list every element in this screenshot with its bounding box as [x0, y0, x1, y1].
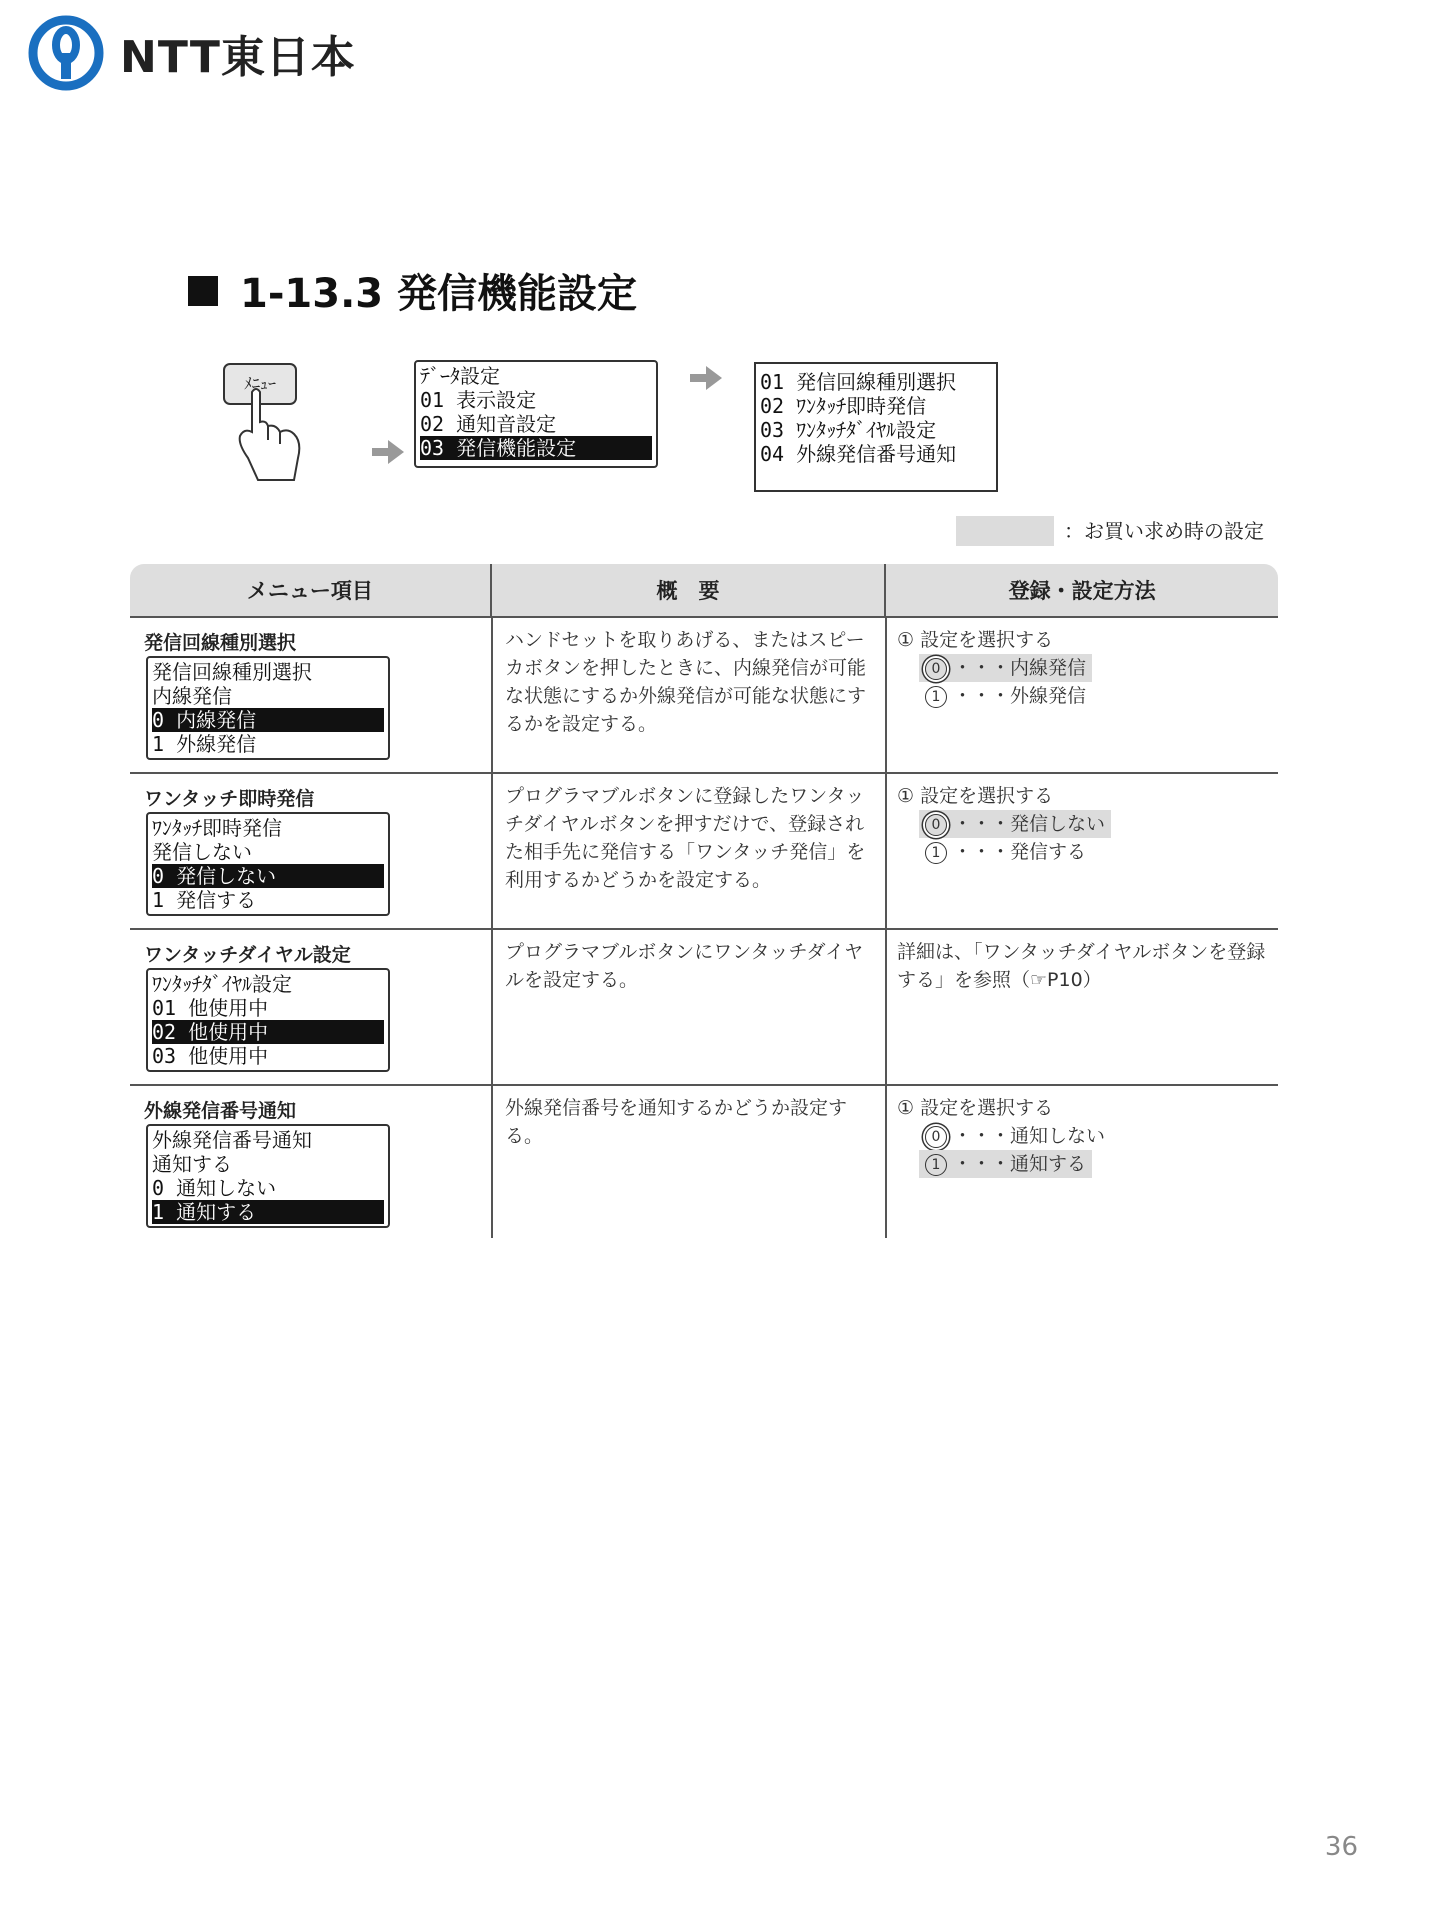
option-text: ・・・通知する — [953, 1153, 1087, 1175]
option-default — [919, 1150, 1092, 1178]
row-item-title: ワンタッチ即時発信 — [144, 788, 315, 810]
lcd-line: ﾜﾝﾀｯﾁ即時発信 — [152, 816, 282, 840]
ntt-logo-mark-icon — [26, 13, 106, 93]
settings-table — [130, 564, 1278, 1238]
lcd-line-selected: 1 通知する — [152, 1200, 384, 1224]
lcd-line-selected: 0 内線発信 — [152, 708, 384, 732]
menu-key-illustration — [222, 362, 314, 490]
row-lcd — [146, 656, 390, 760]
lcd-line: 1 発信する — [152, 888, 257, 912]
option-text: ・・・外線発信 — [953, 685, 1087, 707]
option-default — [919, 810, 1111, 838]
option — [919, 682, 1092, 710]
table-row — [130, 618, 1278, 774]
row-method — [887, 774, 1278, 866]
option — [919, 838, 1092, 866]
flow-arrow-icon — [690, 366, 722, 390]
lcd-line-selected: 02 他使用中 — [152, 1020, 384, 1044]
option-text: ・・・発信する — [953, 841, 1087, 863]
lcd-line: 04 外線発信番号通知 — [760, 442, 957, 466]
section-title-text: 1-13.3 発信機能設定 — [240, 271, 638, 317]
option-default — [919, 654, 1092, 682]
lcd-line: 発信しない — [152, 840, 252, 864]
option-text: ・・・内線発信 — [953, 657, 1087, 679]
key-1-icon: 1 — [925, 842, 947, 864]
lcd-line: 02 ﾜﾝﾀｯﾁ即時発信 — [760, 394, 927, 418]
lcd-line: 03 他使用中 — [152, 1044, 269, 1068]
lcd-line: 外線発信番号通知 — [152, 1128, 312, 1152]
lcd-outgoing-functions — [754, 362, 998, 492]
flow-arrow-icon — [372, 440, 404, 464]
option-text: ・・・通知しない — [953, 1125, 1106, 1147]
lcd-line: ﾃﾞｰﾀ設定 — [420, 364, 500, 388]
lcd-line: 01 発信回線種別選択 — [760, 370, 957, 394]
method-step: ① 設定を選択する — [897, 629, 1054, 651]
key-0-icon: 0 — [925, 658, 947, 680]
lcd-line: 発信回線種別選択 — [152, 660, 312, 684]
page-number: 36 — [1324, 1832, 1358, 1862]
table-row — [130, 930, 1278, 1086]
lcd-line: 02 通知音設定 — [420, 412, 557, 436]
method-step: ① 設定を選択する — [897, 1097, 1054, 1119]
table-header — [130, 564, 1278, 618]
row-method — [887, 618, 1278, 710]
lcd-line: 0 通知しない — [152, 1176, 277, 1200]
key-0-icon: 0 — [925, 814, 947, 836]
logo-text: NTT東日本 — [120, 32, 356, 83]
key-1-icon: 1 — [925, 686, 947, 708]
option — [919, 1122, 1111, 1150]
header-menu-item: メニュー項目 — [246, 579, 373, 603]
lcd-line: 01 表示設定 — [420, 388, 537, 412]
lcd-line-selected: 03 発信機能設定 — [420, 436, 652, 460]
row-lcd — [146, 1124, 390, 1228]
row-lcd — [146, 812, 390, 916]
title-square-icon — [188, 276, 218, 306]
lcd-data-settings — [414, 360, 658, 468]
lcd-line: 03 ﾜﾝﾀｯﾁﾀﾞｲﾔﾙ設定 — [760, 418, 937, 442]
section-title — [188, 262, 637, 319]
row-lcd — [146, 968, 390, 1072]
table-row — [130, 1086, 1278, 1238]
legend-swatch — [956, 516, 1054, 546]
key-0-icon: 0 — [925, 1126, 947, 1148]
lcd-line: 01 他使用中 — [152, 996, 269, 1020]
lcd-line: 通知する — [152, 1152, 232, 1176]
option-text: ・・・発信しない — [953, 813, 1106, 835]
lcd-line: ﾜﾝﾀｯﾁﾀﾞｲﾔﾙ設定 — [152, 972, 292, 996]
row-summary: ハンドセットを取りあげる、またはスピーカボタンを押したときに、内線発信が可能な状態にするか外線発信が可能な状態にするかを設定する。 — [505, 629, 867, 735]
header-summary: 概 要 — [490, 564, 885, 616]
row-method: 詳細は、「ワンタッチダイヤルボタンを登録する」を参照（☞P10） — [897, 941, 1266, 991]
table-row — [130, 774, 1278, 930]
row-item-title: 外線発信番号通知 — [144, 1100, 297, 1122]
header-method: 登録・設定方法 — [884, 564, 1278, 616]
method-step: ① 設定を選択する — [897, 785, 1054, 807]
row-item-title: 発信回線種別選択 — [144, 632, 297, 654]
ntt-logo — [26, 14, 356, 92]
row-item-title: ワンタッチダイヤル設定 — [144, 944, 351, 966]
lcd-line: 内線発信 — [152, 684, 232, 708]
legend-text: ：お買い求め時の設定 — [1064, 519, 1264, 543]
row-method — [887, 1086, 1278, 1178]
row-summary: プログラマブルボタンにワンタッチダイヤルを設定する。 — [505, 941, 864, 991]
row-summary: プログラマブルボタンに登録したワンタッチダイヤルボタンを押すだけで、登録された相手先に発信する「ワンタッチ発信」を利用するかどうかを設定する。 — [505, 785, 866, 891]
menu-key-label: ﾒﾆｭｰ — [243, 374, 276, 393]
key-1-icon: 1 — [925, 1154, 947, 1176]
lcd-line-selected: 0 発信しない — [152, 864, 384, 888]
row-summary: 外線発信番号を通知するかどうか設定する。 — [505, 1097, 848, 1147]
lcd-line: 1 外線発信 — [152, 732, 257, 756]
